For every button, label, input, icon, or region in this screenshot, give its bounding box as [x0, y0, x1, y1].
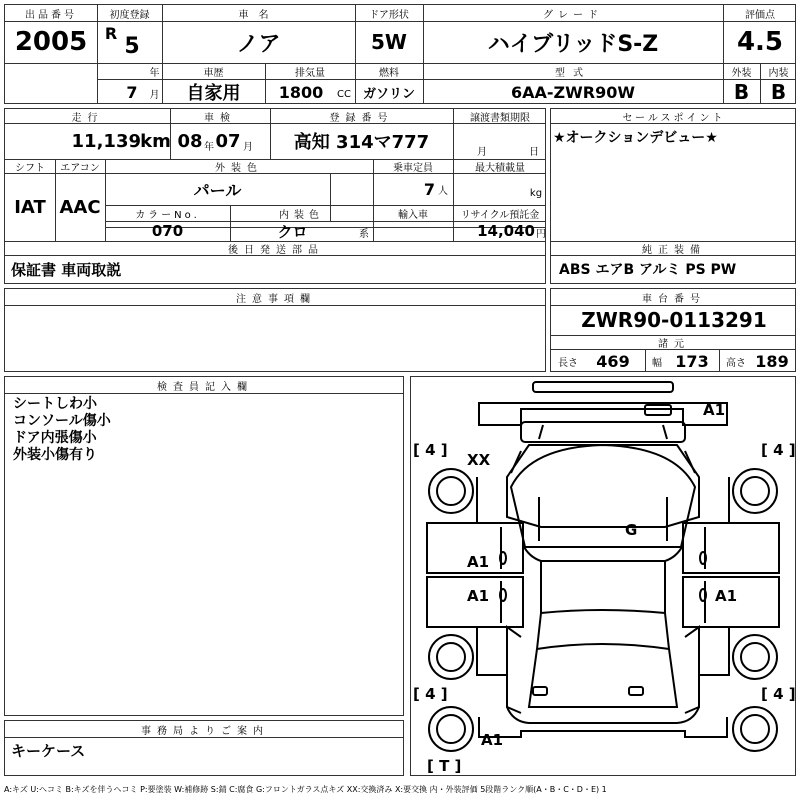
model-code: 6AA-ZWR90W	[510, 82, 636, 102]
height-value: 189	[755, 351, 789, 371]
chassis-block	[550, 288, 796, 372]
damage-mark: A1	[481, 731, 504, 749]
vehicle-info-block	[4, 108, 546, 284]
overall-score: 4.5	[736, 27, 784, 57]
inspection-month-unit: 月	[243, 141, 253, 153]
chassis-label: 車台番号	[642, 293, 706, 305]
inspection-year-unit: 年	[204, 141, 214, 153]
year-unit: 年	[149, 67, 160, 79]
kei-unit: 系	[359, 228, 369, 240]
aircon-label: エアコン	[60, 162, 100, 174]
history-label: 車歴	[203, 67, 224, 79]
damage-mark: A1	[715, 587, 738, 605]
inspection-month: 07	[215, 130, 241, 152]
office-label: 事務局よりご案内	[141, 725, 269, 737]
genuine-label: 純正装備	[642, 244, 706, 256]
lot-number-label: 出品番号	[25, 9, 77, 21]
first-reg-year: 5	[124, 33, 140, 59]
cc-unit: CC	[337, 88, 351, 100]
sales-point-value: ★オークションデビュー★	[553, 130, 718, 146]
office-block	[4, 720, 404, 776]
grade-label: グレード	[543, 9, 603, 21]
fuel-label: 燃料	[379, 67, 399, 79]
damage-mark: A1	[703, 401, 726, 419]
import-label: 輸入車	[398, 209, 428, 221]
ext-color-value: パール	[193, 180, 242, 200]
width-value: 173	[675, 351, 709, 371]
yen-unit: 円	[536, 228, 546, 240]
model-label: 型式	[555, 67, 591, 79]
mileage-value: 11,139	[71, 130, 141, 152]
genuine-equipment: ABS エアB アルミ PS PW	[559, 262, 737, 278]
color-number: 070	[151, 222, 184, 240]
damage-mark: XX	[467, 451, 491, 469]
kg-unit: kg	[529, 187, 543, 199]
grade: ハイブリッドS-Z	[487, 31, 659, 57]
int-color-value: クロ	[277, 222, 308, 241]
recycle-fee: 14,040	[477, 222, 535, 240]
inspection-year: 08	[177, 130, 203, 152]
displacement-label: 排気量	[295, 67, 325, 79]
inspection-label: 車検	[204, 112, 236, 124]
aircon-value: AAC	[59, 196, 101, 218]
exterior-grade: B	[733, 80, 750, 104]
door-type: 5W	[371, 30, 407, 54]
displacement: 1800	[278, 82, 324, 102]
sales-block	[550, 108, 796, 284]
transfer-deadline-label: 譲渡書類期限	[470, 112, 530, 124]
header-block	[4, 4, 796, 104]
shift-value: IAT	[14, 196, 46, 218]
inspector-note: コンソール傷小	[13, 413, 111, 429]
notes-label: 注意事項欄	[236, 293, 316, 305]
length-label: 長さ	[558, 357, 578, 369]
capacity-label: 乗車定員	[393, 162, 433, 174]
capacity-value: 7	[423, 179, 435, 199]
sales-point-label: セールスポイント	[622, 112, 726, 124]
month-unit: 月	[149, 89, 160, 101]
width-label: 幅	[652, 357, 662, 369]
car-name: ノア	[236, 31, 281, 57]
damage-diagram	[410, 376, 796, 776]
tire-depth-label: [ 4 ]	[761, 441, 796, 459]
car-outline-diagram	[411, 377, 795, 775]
tire-depth-label: [ 4 ]	[761, 685, 796, 703]
inspector-label: 検査員記入欄	[157, 381, 253, 393]
notes-block	[4, 288, 546, 372]
tire-depth-label: [ 4 ]	[413, 441, 448, 459]
deadline-month-unit: 月	[477, 146, 487, 158]
inspector-note: シートしわ小	[13, 396, 97, 412]
length-value: 469	[596, 351, 630, 371]
interior-label: 内装	[768, 67, 789, 79]
era: R	[104, 23, 118, 43]
inspector-note: 外装小傷有り	[13, 447, 97, 463]
height-label: 高さ	[726, 357, 746, 369]
damage-mark: G	[625, 521, 638, 539]
legend-footer: A:キズ U:ヘコミ B:キズを伴うヘコミ P:要塗装 W:補修跡 S:錆 C:腐食 G:フロントガラス点キズ XX:交換済み X:要交換 内・外装評価 5段階ランク順(A・B・C・D・E) 1	[4, 784, 607, 794]
score-label: 評価点	[745, 9, 775, 21]
ext-color-label: 外装色	[215, 162, 263, 174]
reg-number-label: 登録番号	[329, 112, 394, 124]
office-note: キーケース	[11, 741, 86, 760]
lot-number: 2005	[14, 27, 88, 57]
shift-label: シフト	[15, 162, 45, 174]
fuel-type: ガソリン	[362, 86, 415, 102]
specs-label: 諸元	[658, 338, 690, 350]
car-name-label: 車名	[238, 9, 279, 21]
int-color-label: 内装色	[279, 209, 324, 221]
inspector-block	[4, 376, 404, 716]
vehicle-history: 自家用	[186, 83, 241, 104]
chassis-number: ZWR90-0113291	[581, 308, 767, 332]
inspector-note: ドア内張傷小	[13, 430, 97, 446]
recycle-label: リサイクル預託金	[460, 209, 540, 221]
deadline-day-unit: 日	[529, 146, 539, 158]
later-parts-value: 保証書 車両取説	[11, 260, 122, 279]
spare-tire-label: [ T ]	[427, 757, 462, 775]
later-parts-label: 後日発送部品	[228, 244, 324, 256]
interior-grade: B	[770, 80, 787, 104]
tire-depth-label: [ 4 ]	[413, 685, 448, 703]
damage-mark: A1	[467, 553, 490, 571]
people-unit: 人	[438, 185, 448, 197]
first-registration-label: 初度登録	[109, 9, 150, 21]
damage-mark: A1	[467, 587, 490, 605]
km-unit: km	[140, 130, 171, 152]
first-reg-month: 7	[126, 82, 138, 102]
max-load-label: 最大積載量	[475, 162, 525, 174]
exterior-label: 外装	[731, 67, 752, 79]
color-no-label: カラーNo.	[135, 209, 200, 221]
registration-number: 高知 314マ777	[293, 132, 430, 153]
mileage-label: 走行	[71, 112, 104, 124]
door-label: ドア形状	[369, 9, 409, 21]
